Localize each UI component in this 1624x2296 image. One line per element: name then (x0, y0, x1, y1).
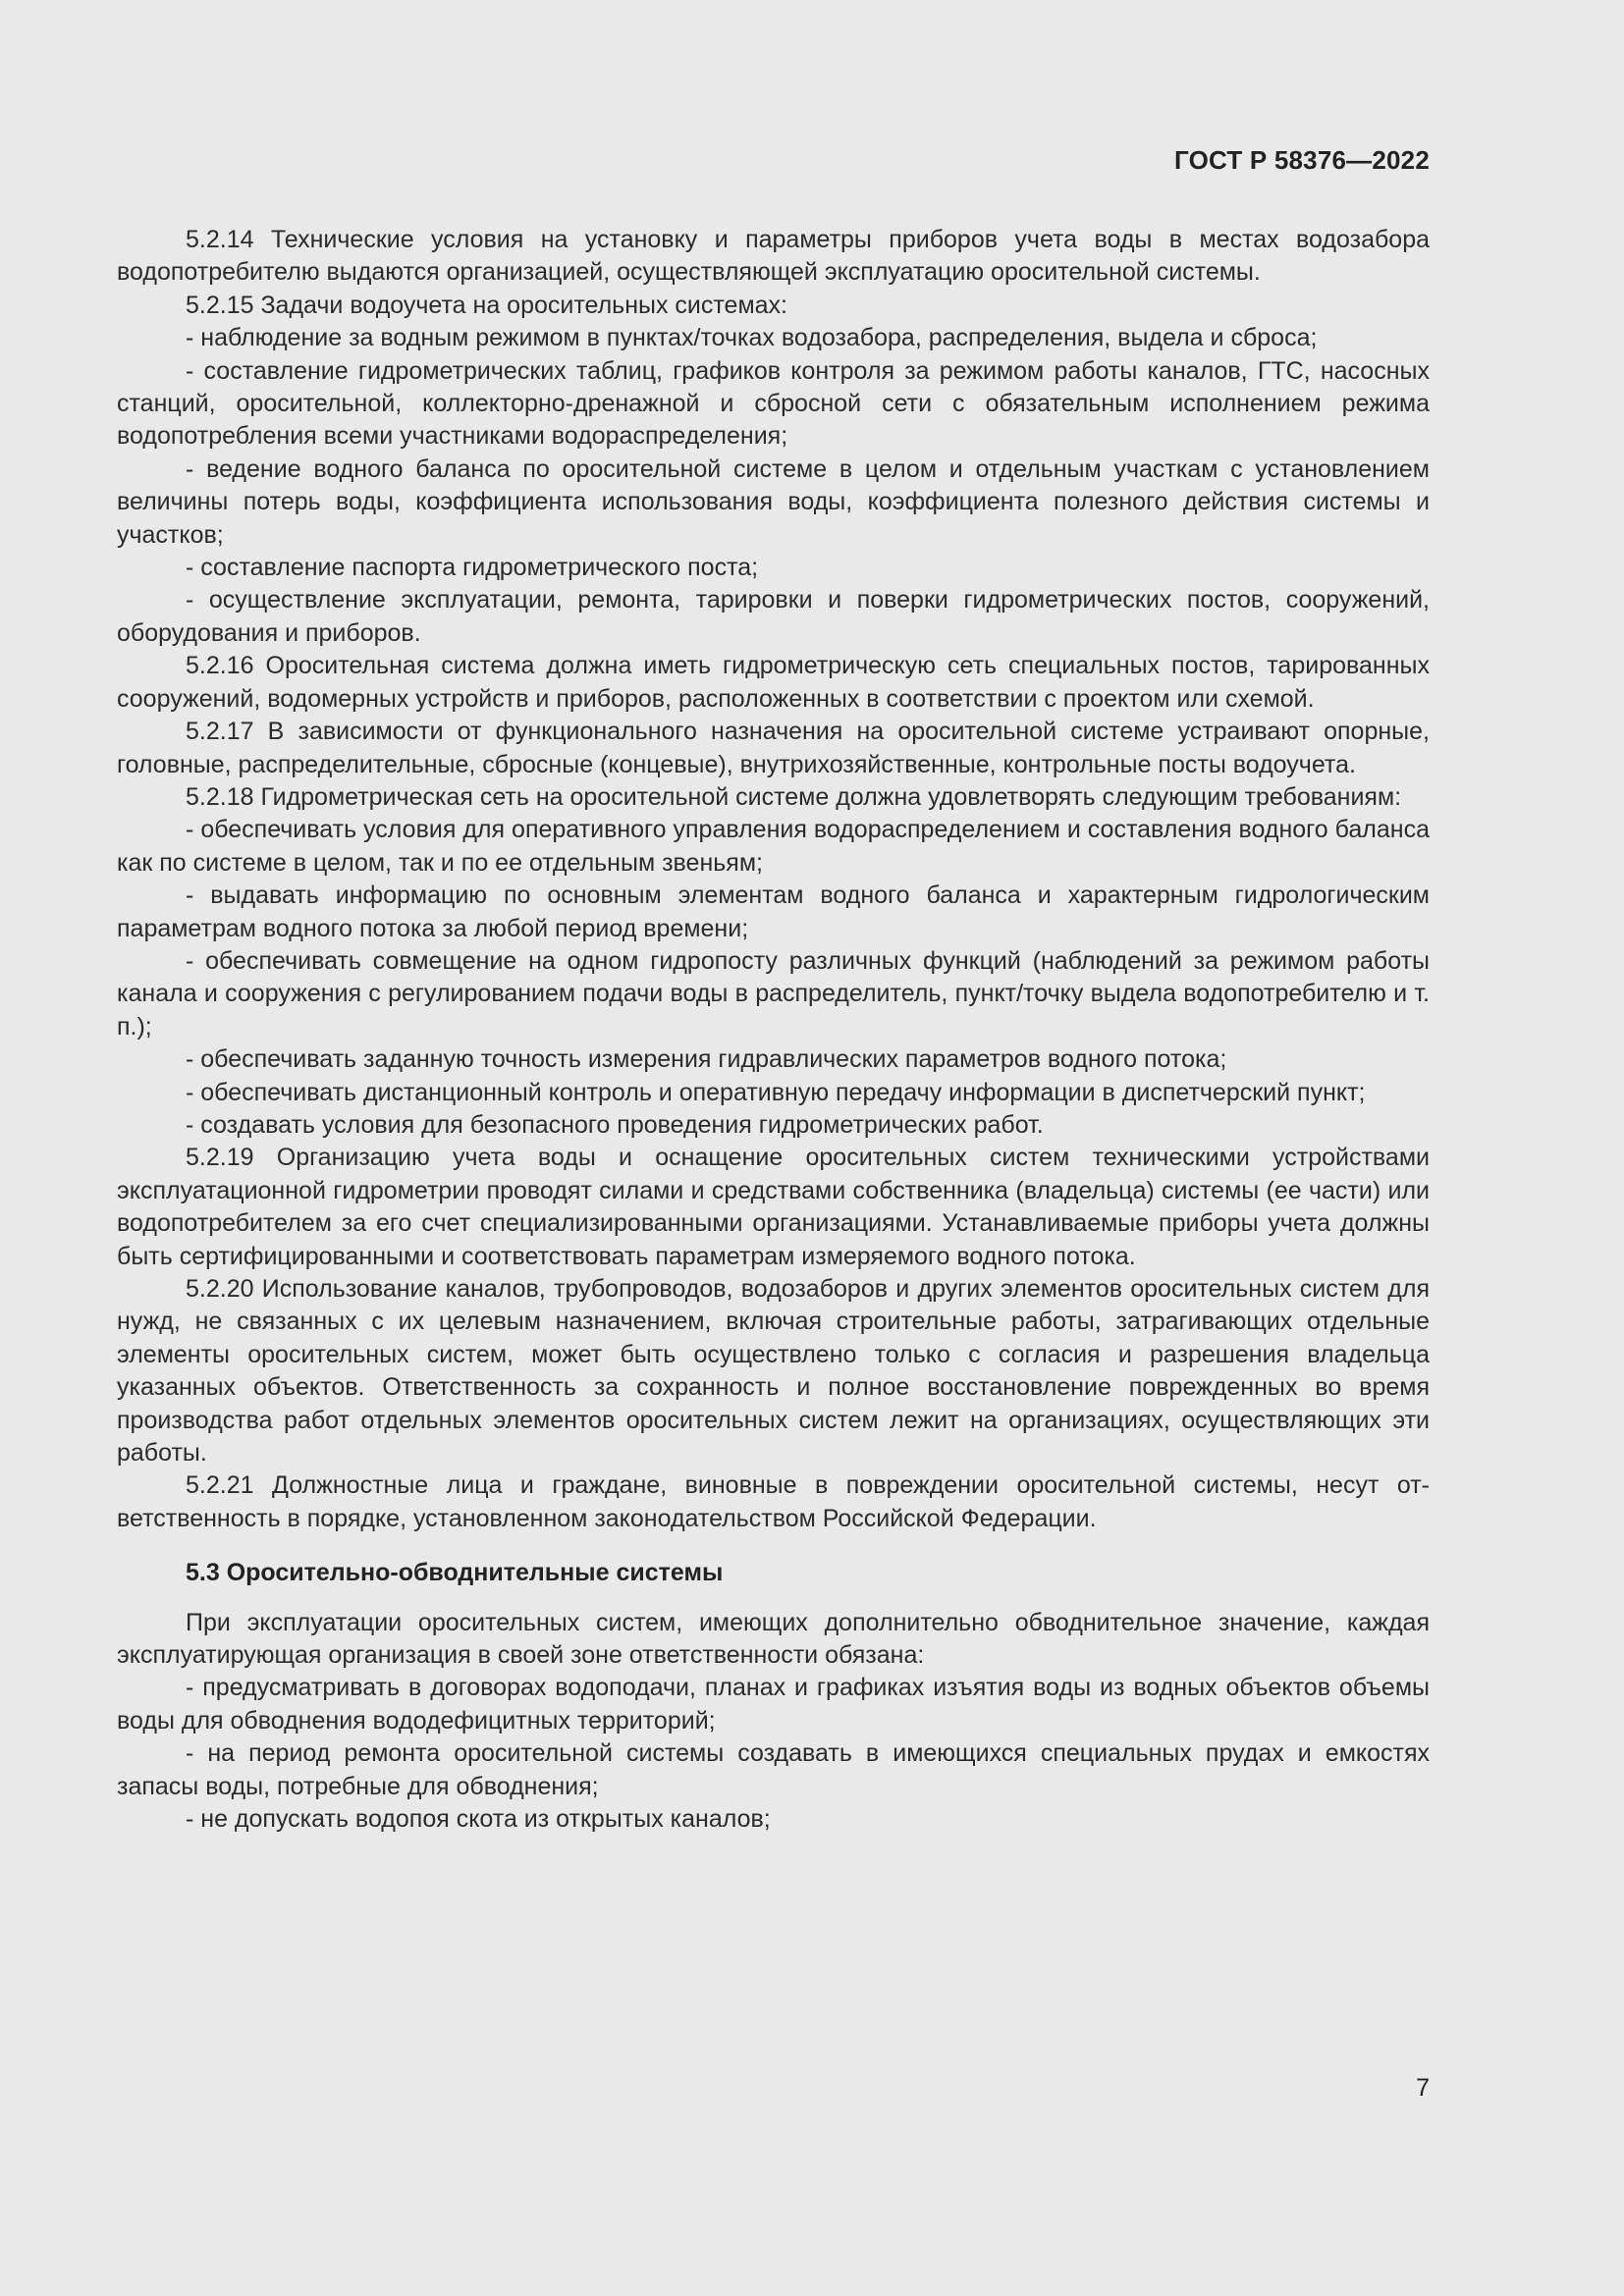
list-item: - составление гидрометрических таблиц, графиков контроля за режимом работы каналов, ГТС, насосных станций, оросительной, коллекторно-дренажной и сбросной сети с обязательным исполнением режима водопотребления всеми участниками водораспределения; (117, 356, 1430, 451)
list-item: - наблюдение за водным режимом в пунктах/точках водозабора, распределения, выдела и сброса; (186, 324, 1318, 352)
clause-5-2-15: 5.2.15 Задачи водоучета на оросительных системах: (186, 291, 788, 319)
list-item: - на период ремонта оросительной системы создавать в имеющихся специальных прудах и емкостях запасы воды, потребные для обводнения; (117, 1739, 1430, 1800)
document-code-header: ГОСТ Р 58376—2022 (1174, 145, 1430, 175)
list-item: - обеспечивать условия для оперативного управления водораспределением и составления водного баланса как по системе в целом, так и по ее отдельным звеньям; (117, 816, 1430, 877)
list-item: - ведение водного баланса по оросительной системе в целом и отдельным участкам с установлением величины потерь воды, коэффициента использования воды, коэффициента полезного действия системы и участков; (117, 454, 1430, 549)
list-item: - составление паспорта гидрометрического поста; (186, 554, 759, 582)
list-item: - осуществление эксплуатации, ремонта, тарировки и поверки гидрометрических постов, сооружений, оборудования и приборов. (117, 586, 1430, 647)
list-item: - создавать условия для безопасного проведения гидрометрических работ. (186, 1110, 1044, 1139)
clause-5-2-18: 5.2.18 Гидрометрическая сеть на оросительной системе должна удовлетворять следующим требованиям: (186, 782, 1402, 811)
document-body (117, 224, 1430, 1837)
clause-5-2-19: 5.2.19 Организацию учета воды и оснащение оросительных систем техническими устройствами эксплуатационной гидрометрии проводят силами и средствами собственника (владельца) системы (ее части) или водопотребителем за его счет специализированными организациями. Устанавливаемые приборы учета должны быть сертифицированными и соответствовать параметрам измеряемого водного потока. (117, 1144, 1430, 1270)
section-heading-5-3: 5.3 Оросительно-обводнительные системы (186, 1559, 724, 1587)
clause-5-2-20: 5.2.20 Использование каналов, трубопроводов, водозаборов и других элементов оросительных систем для нужд, не связанных с их целевым назначением, включая строительные работы, затрагивающих отдельные элементы оросительных систем, может быть осуществлено только с согласия и разрешения владельца указанных объектов. Ответственность за сохранность и полное восстановление поврежденных во время производства работ отдельных элементов оросительных систем лежит на организациях, осуществляющих эти работы. (117, 1275, 1430, 1468)
section-5-3-intro: При эксплуатации оросительных систем, имеющих дополнительно обводнительное значение, каждая эксплуатирующая организация в своей зоне ответственности обязана: (117, 1608, 1430, 1670)
list-item: - не допускать водопоя скота из открытых каналов; (186, 1805, 771, 1834)
clause-5-2-14: 5.2.14 Технические условия на установку и параметры приборов учета воды в местах водозабора водопотребителю выдаются организацией, осуществляющей эксплуатацию оросительной системы. (117, 226, 1430, 287)
list-item: - обеспечивать дистанционный контроль и оперативную передачу информации в диспетчерский пункт; (186, 1078, 1366, 1106)
clause-5-2-17: 5.2.17 В зависимости от функционального назначения на оросительной системе устраивают опорные, головные, распределительные, сбросные (концевые), внутрихозяйственные, контрольные посты водоучета. (117, 718, 1430, 778)
clause-5-2-16: 5.2.16 Оросительная система должна иметь гидрометрическую сеть специальных постов, тарированных сооружений, водомерных устройств и приборов, расположенных в соответствии с проектом или схемой. (117, 652, 1430, 713)
list-item: - обеспечивать совмещение на одном гидропосту различных функций (наблюдений за режимом работы канала и сооружения с регулированием подачи воды в распределитель, пункт/точку выдела водопотребителю и т. п.); (117, 946, 1430, 1041)
clause-5-2-21: 5.2.21 Должностные лица и граждане, виновные в повреждении оросительной системы, несут ответственность в порядке, установленном законодательством Российской Федерации. (117, 1471, 1430, 1532)
page-number: 7 (1416, 2074, 1430, 2102)
list-item: - выдавать информацию по основным элементам водного баланса и характерным гидрологическим параметрам водного потока за любой период времени; (117, 881, 1430, 942)
list-item: - обеспечивать заданную точность измерения гидравлических параметров водного потока; (186, 1045, 1227, 1074)
list-item: - предусматривать в договорах водоподачи, планах и графиках изъятия воды из водных объектов объемы воды для обводнения вододефицитных территорий; (117, 1674, 1430, 1735)
